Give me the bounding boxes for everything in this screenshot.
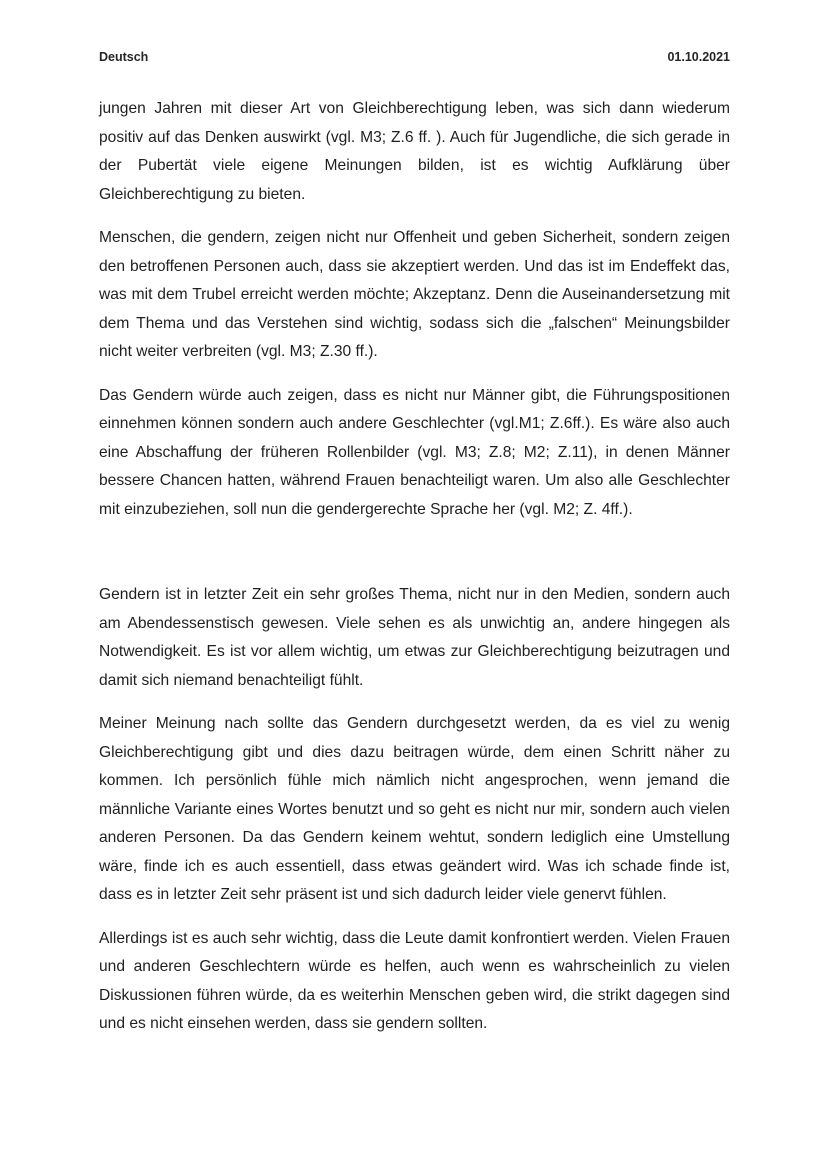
paragraph: Menschen, die gendern, zeigen nicht nur Offenheit und geben Sicherheit, sondern zeigen den betroffenen Personen auch, dass sie akzeptiert werden. Und das ist im Endeffekt das, was mit dem Trubel erreicht werden möchte; Akzeptanz. Denn die Auseinandersetzung mit dem Thema und das Verstehen sind wichtig, sodass sich die „falschen“ Meinungsbilder nicht weiter verbreiten (vgl. M3; Z.30 ff.). [99, 229, 730, 360]
paragraph: Gendern ist in letzter Zeit ein sehr großes Thema, nicht nur in den Medien, sondern auch am Abendessenstisch gewesen. Viele sehen es als unwichtig an, andere hingegen als Notwendigkeit. Es ist vor allem wichtig, um etwas zur Gleichberechtigung beizutragen und damit sich niemand benachteiligt fühlt. [99, 586, 730, 689]
paragraph: Meiner Meinung nach sollte das Gendern durchgesetzt werden, da es viel zu wenig Gleichberechtigung gibt und dies dazu beitragen würde, dem einen Schritt näher zu kommen. Ich persönlich fühle mich nämlich nicht angesprochen, wenn jemand die männliche Variante eines Wortes benutzt und so geht es nicht nur mir, sondern auch vielen anderen Personen. Da das Gendern keinem wehtut, sondern lediglich eine Umstellung wäre, finde ich es auch essentiell, dass etwas geändert wird. Was ich schade finde ist, dass es in letzter Zeit sehr präsent ist und sich dadurch leider viele genervt fühlen. [99, 715, 730, 903]
paragraph: jungen Jahren mit dieser Art von Gleichberechtigung leben, was sich dann wiederum positiv auf das Denken auswirkt (vgl. M3; Z.6 ff. ). Auch für Jugendliche, die sich gerade in der Pubertät viele eigene Meinungen bilden, ist es wichtig Aufklärung über Gleichberechtigung zu bieten. [99, 100, 730, 203]
paragraph: Das Gendern würde auch zeigen, dass es nicht nur Männer gibt, die Führungspositionen einnehmen können sondern auch andere Geschlechter (vgl.M1; Z.6ff.). Es wäre also auch eine Abschaffung der früheren Rollenbilder (vgl. M3; Z.8; M2; Z.11), in denen Männer bessere Chancen hatten, während Frauen benachteiligt waren. Um also alle Geschlechter mit einzubeziehen, soll nun die gendergerechte Sprache her (vgl. M2; Z. 4ff.). [99, 386, 730, 518]
page-header [99, 50, 730, 70]
document-body [99, 95, 730, 1054]
paragraph: Allerdings ist es auch sehr wichtig, dass die Leute damit konfrontiert werden. Vielen Frauen und anderen Geschlechtern würde es helfen, auch wenn es wahrscheinlich zu vielen Diskussionen führen würde, da es weiterhin Menschen geben wird, die strikt dagegen sind und es nicht einsehen werden, dass sie gendern sollten. [99, 929, 730, 1032]
section-gap [99, 539, 730, 581]
header-subject: Deutsch [99, 50, 149, 64]
header-date: 01.10.2021 [667, 50, 730, 64]
